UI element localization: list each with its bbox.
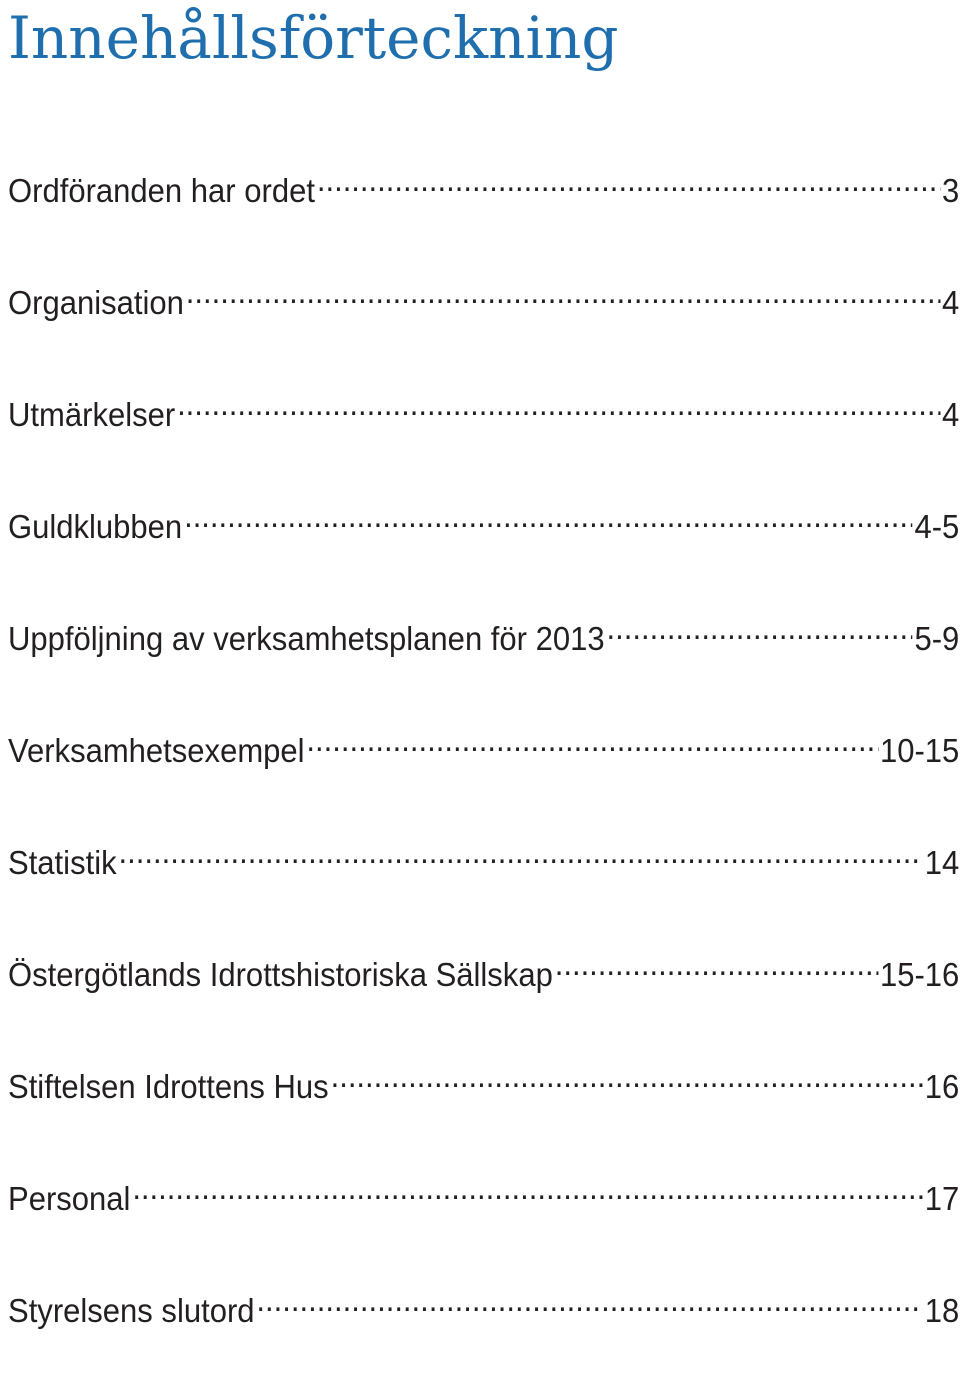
toc-entry-label: Ordföranden har ordet: [8, 172, 315, 209]
toc-entry-page: 10-15: [879, 732, 960, 769]
toc-entry-page: 17: [924, 1180, 960, 1217]
toc-entry-page: 18: [924, 1292, 960, 1329]
toc-entry-statistik: [8, 830, 959, 942]
toc-entry-page: 4-5: [914, 508, 960, 545]
toc-entry-label: Stiftelsen Idrottens Hus: [8, 1068, 329, 1105]
toc-entry-page: 3: [942, 172, 960, 209]
toc-entry-stiftelsen: [8, 1054, 959, 1166]
toc-entry-personal: [8, 1166, 959, 1278]
toc-dot-leader: [317, 158, 940, 202]
toc-entry-label: Uppföljning av verksamhetsplanen för 2013: [8, 620, 605, 657]
toc-entry-ordforanden: [8, 158, 959, 270]
toc-dot-leader: [132, 1166, 923, 1210]
toc-entry-page: 16: [924, 1068, 960, 1105]
toc-entry-guldklubben: [8, 494, 959, 606]
toc-entry-label: Organisation: [8, 284, 184, 321]
toc-entry-idrottshistoriska: [8, 942, 959, 1054]
toc-entry-page: 14: [924, 844, 960, 881]
toc-entry-label: Verksamhetsexempel: [8, 732, 305, 769]
toc-entry-label: Utmärkelser: [8, 396, 176, 433]
toc-dot-leader: [177, 382, 940, 426]
toc-entry-page: 4: [942, 284, 960, 321]
toc-entry-verksamhetsexempel: [8, 718, 959, 830]
toc-entry-utmarkelser: [8, 382, 959, 494]
toc-dot-leader: [256, 1278, 922, 1322]
toc-entry-organisation: [8, 270, 959, 382]
toc-dot-leader: [331, 1054, 923, 1098]
toc-entry-uppfoljning: [8, 606, 959, 718]
toc-entry-label: Statistik: [8, 844, 117, 881]
toc-dot-leader: [184, 494, 912, 538]
toc-entry-label: Guldklubben: [8, 508, 183, 545]
toc-title: Innehållsförteckning: [8, 4, 619, 72]
toc-list: [8, 158, 959, 1390]
toc-entry-page: 15-16: [879, 956, 960, 993]
toc-entry-page: 5-9: [914, 620, 960, 657]
toc-dot-leader: [607, 606, 913, 650]
toc-entry-label: Personal: [8, 1180, 131, 1217]
toc-dot-leader: [555, 942, 878, 986]
toc-dot-leader: [306, 718, 878, 762]
toc-entry-label: Östergötlands Idrottshistoriska Sällskap: [8, 956, 553, 993]
toc-dot-leader: [118, 830, 922, 874]
toc-entry-page: 4: [942, 396, 960, 433]
toc-entry-slutord: [8, 1278, 959, 1390]
toc-dot-leader: [186, 270, 940, 314]
toc-entry-label: Styrelsens slutord: [8, 1292, 255, 1329]
